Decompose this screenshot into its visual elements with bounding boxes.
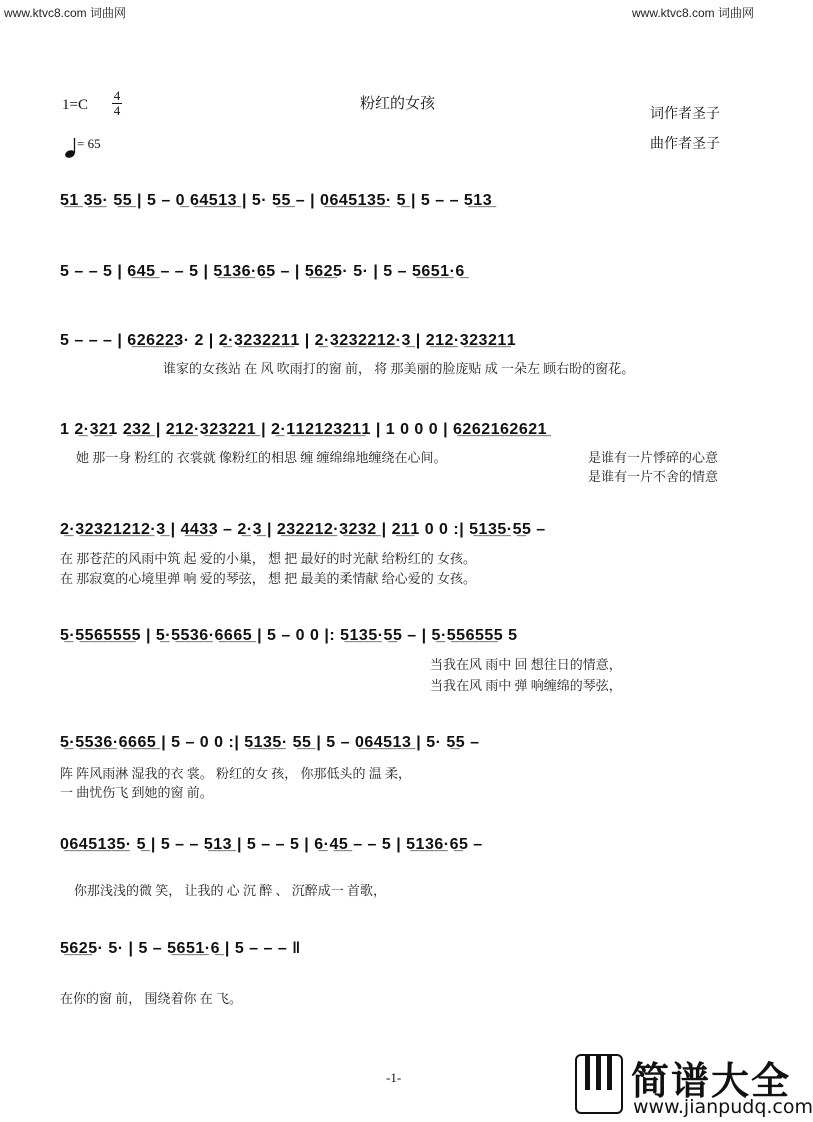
lyric-row-6-a: 当我在风 雨中 回 想往日的情意， [430, 657, 622, 672]
lyricist: 词作者圣子 [650, 107, 720, 122]
key-signature: 1=C [62, 97, 88, 113]
time-bottom: 4 [113, 103, 121, 118]
logo-url: www.jianpudq.com [633, 1096, 813, 1118]
lyric-row-6-b: 当我在风 雨中 弹 响缠绵的琴弦， [430, 678, 622, 693]
watermark-right: www.ktvc8.com 词曲网 [632, 6, 755, 20]
score-row-2: 5 – – 5 | 6̲4̲5̲ – – 5 | 5̲1̲3̲6̲·6̲5 – | 5̲6̲2̲5· 5· | 5 – 5̲6̲5̲1̲·6̲ [60, 263, 465, 280]
lyric-row-7-a: 阵 阵风雨淋 湿我的衣 裳。 粉红的女 孩， 你那低头的 温 柔， [60, 766, 412, 781]
lyric-row-9: 在你的窗 前， 围绕着你 在 飞。 [60, 991, 243, 1006]
piano-keys-icon [575, 1054, 623, 1114]
tempo: = 65 [77, 136, 101, 151]
score-row-7: 5̲·5̲5̲3̲6̲·6̲6̲6̲5̲ | 5 – 0 0 :| 5̲1̲3̲5̲· 5̲5̲ | 5 – 0̲6̲4̲5̲1̲3̲ | 5· 5̲5 – [60, 734, 480, 751]
lyric-row-8: 你那浅浅的微 笑， 让我的 心 沉 醉 、 沉醉成一 首歌， [74, 883, 387, 898]
score-row-1: 5̲1̲ 3̲5̲· 5̲5̲ | 5 – 0̲ 6̲4̲5̲1̲3̲ | 5· 5̲5̲ – | 0̲6̲4̲5̲1̲3̲5̲· 5̲ | 5 – – 5̲1̲3̲ [60, 192, 493, 209]
logo-text: 简谱大全 [631, 1059, 792, 1103]
score-row-8: 0̲6̲4̲5̲1̲3̲5̲· 5̲ | 5 – – 5̲1̲3̲ | 5 – – 5 | 6̲·4̲5̲ – – 5 | 5̲1̲3̲6̲·6̲5 – [60, 836, 483, 853]
lyric-row-5-b: 在 那寂寞的心境里弹 响 爱的琴弦， 想 把 最美的柔情献 给心爱的 女孩。 [60, 571, 477, 586]
lyric-row-4-right-1: 是谁有一片悸碎的心意 [588, 450, 719, 465]
site-logo[interactable] [575, 1050, 813, 1122]
time-top: 4 [113, 88, 121, 103]
lyric-row-4: 她 那一身 粉红的 衣裳就 像粉红的相思 缠 缠绵绵地缠绕在心间。 [76, 450, 447, 465]
score-row-3: 5 – – – | 6̲2̲6̲2̲2̲3· 2 | 2̲·3̲2̲3̲2̲2̲1̲1 | 2̲·3̲2̲3̲2̲2̲1̲2̲·3̲ | 2̲1̲2̲·3̲2̲3̲2̲1̲1 [60, 332, 517, 349]
lyric-row-7-b: 一 曲忧伤飞 到她的窗 前。 [60, 785, 213, 800]
score-row-4: 1 2̲·3̲2̲1 2̲3̲2̲ | 2̲1̲2̲·3̲2̲3̲2̲2̲1̲ | 2̲·1̲1̲2̲1̲2̲3̲2̲1̲1 | 1 0 0 0 | 6̲2̲6̲2̲1̲6̲2̲6̲2̲1̲ [60, 421, 548, 438]
score-row-6: 5̲·5̲5̲6̲5̲5̲5̲5 | 5̲·5̲5̲3̲6̲·6̲6̲6̲5̲ | 5 – 0 0 |: 5̲1̲3̲5̲·5̲5 – | 5̲·5̲5̲6̲5̲5̲5 5 [60, 627, 518, 644]
watermark-left: www.ktvc8.com 词曲网 [4, 6, 127, 20]
page-number: -1- [386, 1070, 402, 1085]
lyric-row-5-a: 在 那苍茫的风雨中筑 起 爱的小巢， 想 把 最好的时光献 给粉红的 女孩。 [60, 551, 477, 566]
score-row-5: 2̲·3̲2̲3̲2̲1̲2̲1̲2̲·3̲ | 4̲4̲3̲3 – 2̲·3̲ | 2̲3̲2̲2̲1̲2̲·3̲2̲3̲2̲ | 2̲1̲1 0 0 :| 5̲1̲3̲5̲·5̲5 – [60, 521, 546, 538]
lyric-row-3: 谁家的女孩站 在 风 吹雨打的窗 前， 将 那美丽的脸庞贴 成 一朵左 顾右盼的窗花。 [163, 361, 635, 376]
lyric-row-4-right-2: 是谁有一片不舍的情意 [588, 469, 719, 484]
time-signature [112, 89, 122, 118]
composer: 曲作者圣子 [650, 137, 720, 152]
score-row-9: 5̲6̲2̲5· 5· | 5 – 5̲6̲5̲1̲·6̲ | 5 – – – ‖ [60, 940, 301, 957]
song-title: 粉红的女孩 [360, 96, 436, 112]
